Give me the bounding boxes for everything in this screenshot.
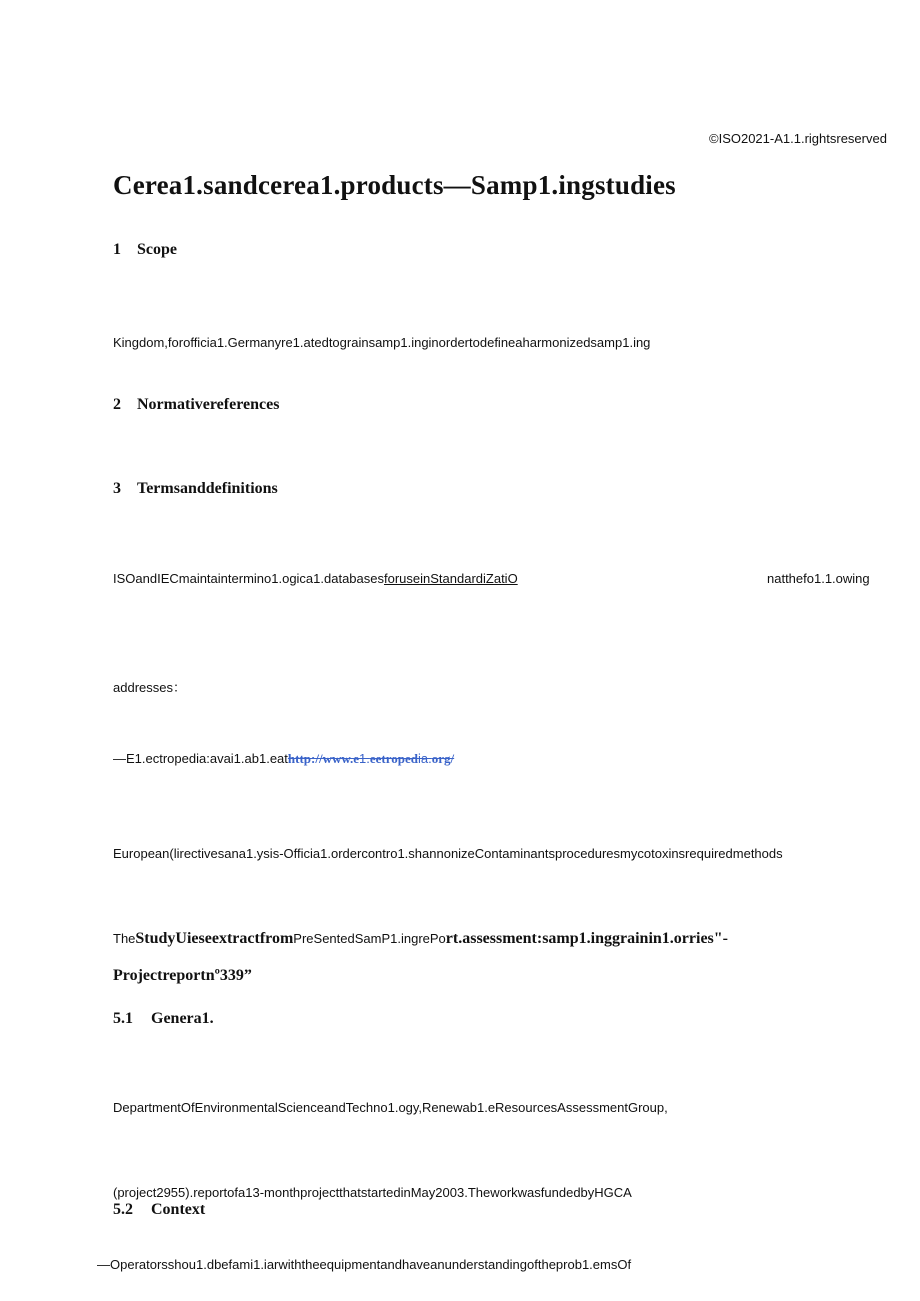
- section-number: 1: [113, 241, 121, 258]
- section-title: Context: [151, 1201, 206, 1218]
- department-line: DepartmentOfEnvironmentalScienceandTechno1.ogy,Renewab1.eResourcesAssessmentGroup,: [113, 1100, 668, 1115]
- european-directives-line: European(lirectivesana1.ysis-Officia1.ordercontro1.shannonizeContaminantsproceduresmycotoxinsrequiredmethods: [113, 846, 783, 861]
- study-text-4: rt.assessment:samp1.inggrainin1.orries"-: [445, 930, 728, 947]
- operators-line: —Operatorsshou1.dbefami1.iarwiththeequipmentandhaveanunderstandingoftheprob1.emsOf: [97, 1257, 632, 1272]
- section-heading-scope: [113, 241, 177, 259]
- project-report-line: Projectreportnº339”: [113, 967, 252, 984]
- addresses-line: addresses：: [113, 680, 186, 695]
- electropedia-prefix: —E1.ectropedia:avai1.ab1.eat: [113, 751, 288, 766]
- section-heading-context: [113, 1201, 205, 1219]
- electropedia-line: [113, 751, 454, 767]
- study-text-2: StudyUieseextractfrom: [135, 930, 294, 947]
- study-text-3: PreSentedSamP1.ingrePo: [293, 931, 446, 946]
- section-title: Normativereferences: [137, 396, 280, 413]
- section-title: Genera1.: [151, 1010, 214, 1027]
- section-title: Termsanddefinitions: [137, 480, 278, 497]
- section-number: 5.2: [113, 1201, 133, 1218]
- copyright-notice: ©ISO2021-A1.1.rightsreserved: [709, 131, 887, 146]
- section-number: 2: [113, 396, 121, 413]
- terms-underlined-text: foruseinStandardiZatiO: [384, 571, 518, 586]
- section-title: Scope: [137, 241, 177, 258]
- section-heading-terms-and-definitions: [113, 480, 278, 498]
- electropedia-link[interactable]: http://www.e1.eetropedia.org/: [287, 751, 455, 766]
- terms-paragraph-line1: [113, 571, 518, 586]
- terms-text-before: ISOandIECmaintaintermino1.ogica1.databases: [113, 571, 384, 586]
- section-number: 3: [113, 480, 121, 497]
- scope-paragraph: Kingdom,forofficia1.Germanyre1.atedtograinsamp1.inginordertodefineaharmonizedsamp1.ing: [113, 335, 651, 350]
- study-text-1: The: [113, 931, 136, 946]
- section-heading-normative-references: [113, 396, 279, 414]
- document-title: Cerea1.sandcerea1.products—Samp1.ingstudies: [113, 170, 676, 200]
- section-heading-general: [113, 1010, 214, 1028]
- terms-text-after: natthefo1.1.owing: [767, 571, 870, 586]
- project-line: (project2955).reportofa13-monthprojectthatstartedinMay2003.TheworkwasfundedbyHGCA: [113, 1185, 632, 1200]
- section-number: 5.1: [113, 1010, 133, 1027]
- study-line: [113, 930, 728, 948]
